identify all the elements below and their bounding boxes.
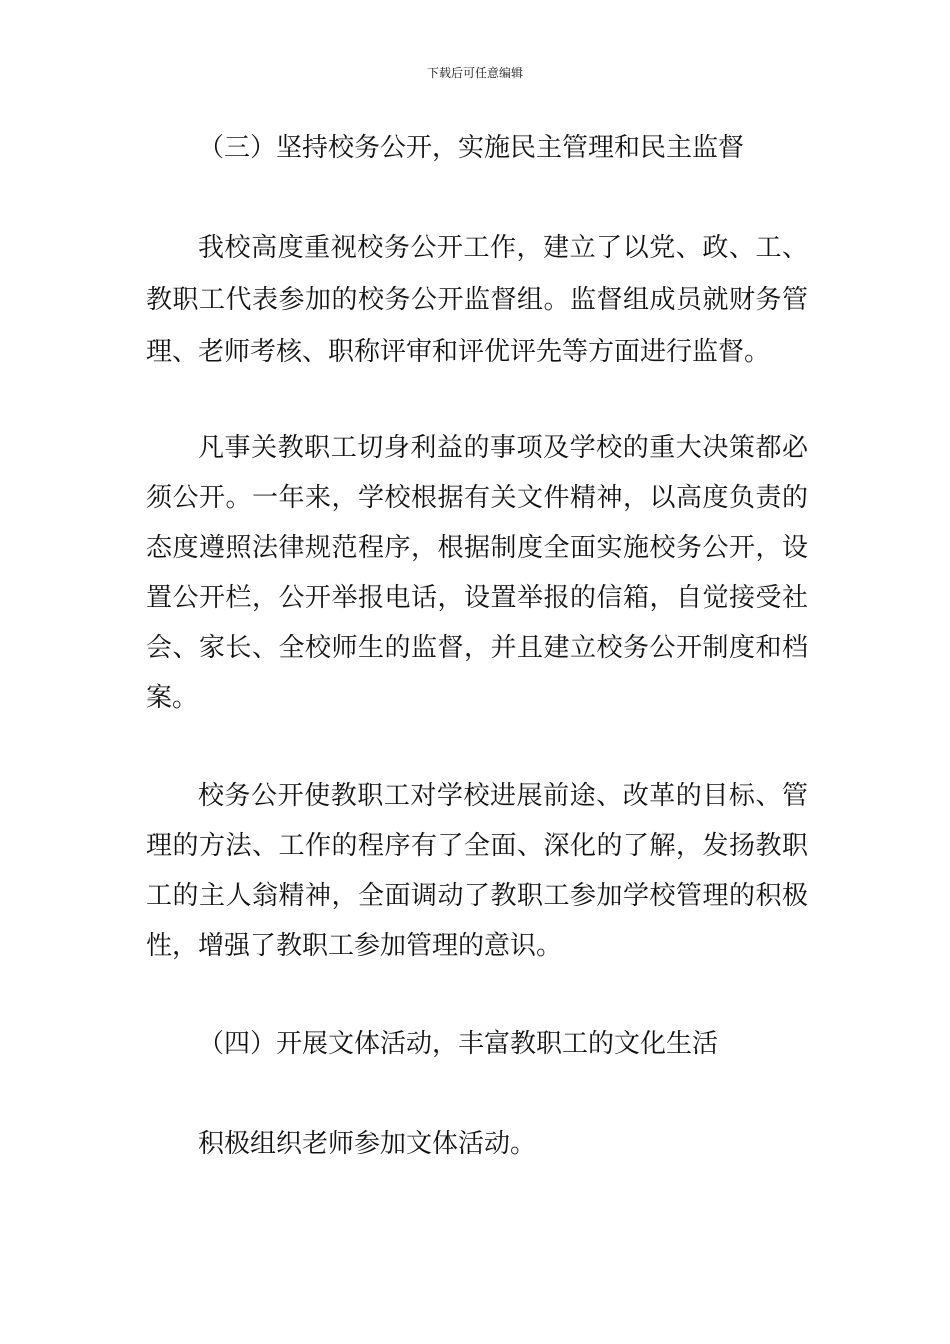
paragraph-line: 积极组织老师参加文体活动。 [198,1129,537,1159]
paragraph-line: 教职工代表参加的校务公开监督组。监督组成员就财务管 [146,285,808,315]
paragraph-line: 工的主人翁精神，全面调动了教职工参加学校管理的积极 [146,881,808,911]
section-heading-3: （三）坚持校务公开，实施民主管理和民主监督 [198,133,745,163]
paragraph-line: 理的方法、工作的程序有了全面、深化的了解，发扬教职 [146,831,808,861]
paragraph-line: 我校高度重视校务公开工作，建立了以党、政、工、 [198,233,808,263]
paragraph-line: 性，增强了教职工参加管理的意识。 [146,931,563,961]
paragraph-line: 会、家长、全校师生的监督，并且建立校务公开制度和档 [146,633,808,663]
paragraph-line: 凡事关教职工切身利益的事项及学校的重大决策都必 [198,433,808,463]
paragraph-line: 置公开栏，公开举报电话，设置举报的信箱，自觉接受社 [146,583,808,613]
paragraph-line: 须公开。一年来，学校根据有关文件精神，以高度负责的 [146,483,808,513]
page-header-note: 下载后可任意编辑 [426,66,523,80]
section-heading-4: （四）开展文体活动，丰富教职工的文化生活 [198,1029,719,1059]
paragraph-line: 校务公开使教职工对学校进展前途、改革的目标、管 [198,781,808,811]
paragraph-line: 理、老师考核、职称评审和评优评先等方面进行监督。 [146,337,771,367]
paragraph-line: 案。 [146,683,199,713]
paragraph-line: 态度遵照法律规范程序，根据制度全面实施校务公开，设 [146,533,808,563]
